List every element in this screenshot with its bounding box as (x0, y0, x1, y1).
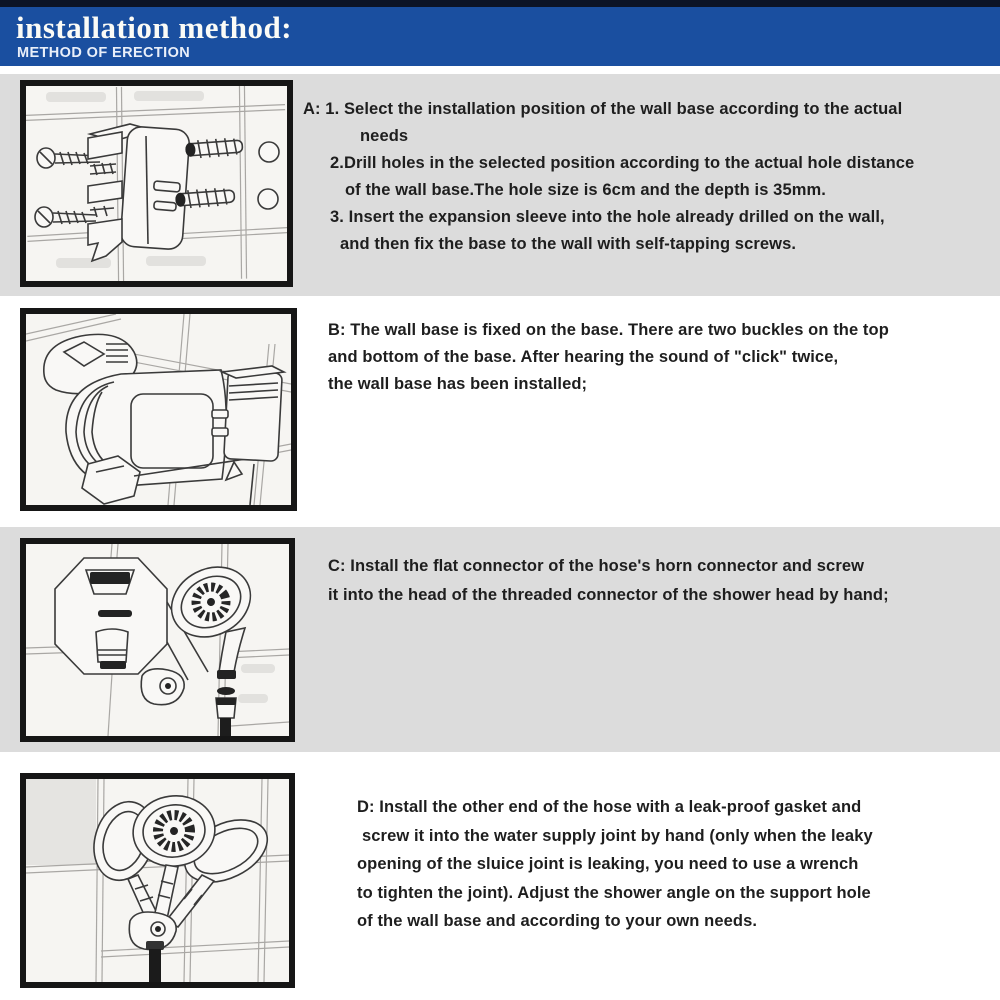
connector-into-shower-head-drawing (26, 544, 289, 736)
instruction-line: screw it into the water supply joint by hand (only when the leaky (362, 826, 873, 845)
instruction-line: D: Install the other end of the hose with a leak-proof gasket and (357, 798, 862, 816)
top-dark-strip (0, 0, 1000, 7)
instruction-line: to tighten the joint). Adjust the shower angle on the support hole (357, 883, 871, 902)
wall-bracket-icon (141, 669, 184, 705)
hose-icon (220, 718, 231, 736)
instructions-step-b (328, 317, 889, 398)
self-tapping-screw-icon (35, 207, 96, 227)
instruction-line: needs (360, 127, 409, 145)
holder-snap-on-base-drawing (26, 314, 291, 505)
illustration-step-c (20, 538, 295, 742)
wall-base-bracket-icon (88, 124, 190, 261)
instructions-step-d (357, 793, 873, 936)
gasket-icon (217, 687, 235, 695)
shaded-tile (26, 779, 96, 865)
instruction-line: of the wall base and according to your own needs. (357, 912, 758, 930)
header-banner (0, 7, 1000, 66)
wall-base-screws-anchors-drawing (26, 86, 287, 281)
instruction-line: of the wall base.The hole size is 6cm and the depth is 35mm. (345, 181, 826, 199)
instruction-line: A: 1. Select the installation position of the wall base according to the actual (303, 100, 903, 118)
instructions-step-a (303, 96, 914, 258)
ghost-print-artifacts (238, 664, 275, 703)
instruction-line: 2.Drill holes in the selected position according to the actual hole distance (330, 154, 915, 172)
drill-hole-icon (259, 142, 279, 162)
drill-hole-icon (258, 189, 278, 209)
illustration-step-d (20, 773, 295, 988)
illustration-step-a (20, 80, 293, 287)
page-title: installation method: (16, 10, 293, 45)
hose-icon (149, 949, 161, 982)
angle-adjustment-drawing (26, 779, 289, 982)
instruction-line: and bottom of the base. After hearing the sound of "click" twice, (328, 348, 839, 366)
instruction-line: B: The wall base is fixed on the base. There are two buckles on the top (328, 321, 889, 339)
instruction-line: opening of the sluice joint is leaking, you need to use a wrench (357, 855, 859, 873)
instruction-line: and then fix the base to the wall with self-tapping screws. (340, 235, 797, 253)
page-subtitle: METHOD OF ERECTION (17, 45, 191, 61)
expansion-sleeve-icon (185, 137, 243, 159)
instruction-line: it into the head of the threaded connector of the shower head by hand; (328, 586, 889, 604)
instruction-line: C: Install the flat connector of the hose's horn connector and screw (328, 557, 865, 575)
illustration-step-b (20, 308, 297, 511)
instructions-step-c (328, 552, 889, 610)
instruction-line: the wall base has been installed; (328, 375, 588, 393)
instruction-line: 3. Insert the expansion sleeve into the hole already drilled on the wall, (330, 208, 885, 226)
hose-connector-icon (146, 941, 164, 950)
shower-head-icon (159, 554, 262, 651)
